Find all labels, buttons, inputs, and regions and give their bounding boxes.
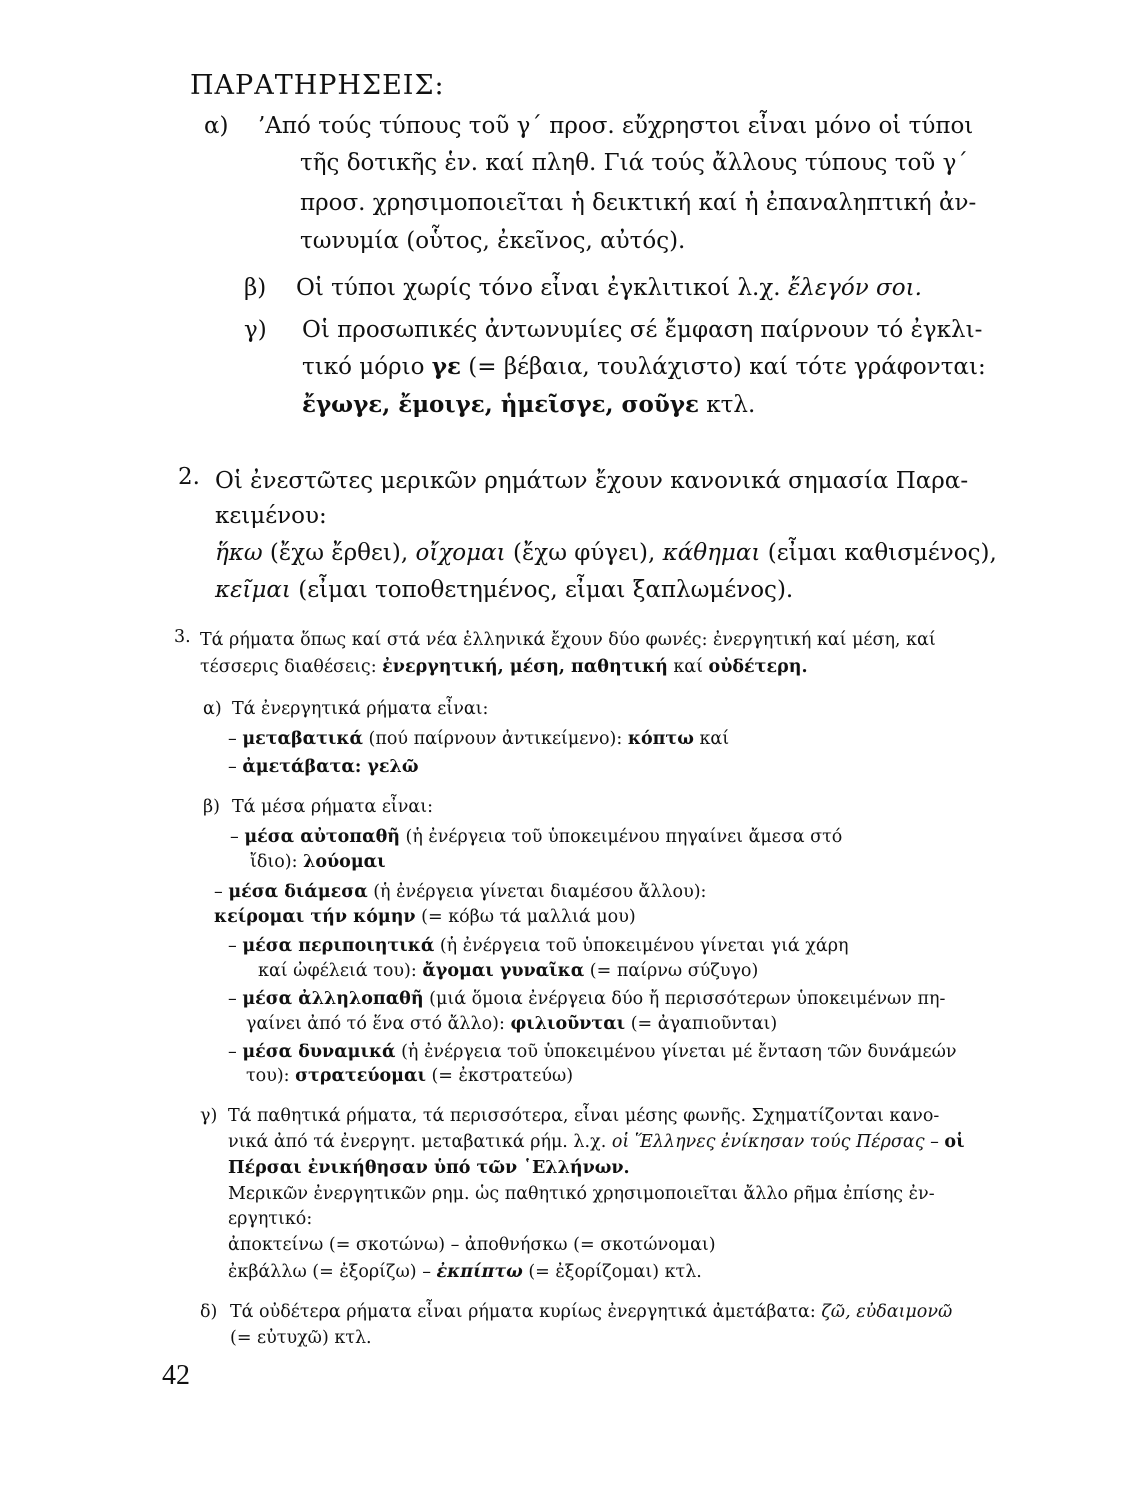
section-2-line xyxy=(215,575,793,605)
sub-a-marker: α) xyxy=(203,699,222,719)
term: μέσα αὐτοπαθῆ xyxy=(244,827,400,847)
note-a-line: τῆς δοτικῆς ἑν. καί πληθ. Γιά τούς ἄλλους τύπους τοῦ γ΄ xyxy=(300,150,968,176)
note-b-line xyxy=(296,273,922,303)
term: ἀμετάβατα: γελῶ xyxy=(242,757,419,777)
section-3-intro xyxy=(200,655,808,679)
list-item: – μέσα περιποιητικά (ἡ ἐνέργεια τοῦ ὑποκειμένου γίνεται γιά χάρη xyxy=(228,936,849,956)
term-gloss: καί xyxy=(693,729,730,749)
term: μέσα περιποιητικά xyxy=(242,936,435,956)
sub-c-example-bold: οἱ xyxy=(944,1132,965,1152)
sub-c-line xyxy=(228,1260,702,1284)
term-gloss: (ἡ ἐνέργεια γίνεται διαμέσου ἄλλου): xyxy=(367,882,707,902)
sub-c-text: ἐκβάλλω (= ἐξορίζω) – xyxy=(228,1262,437,1282)
term-gloss: του): xyxy=(246,1066,296,1086)
term-gloss: (μιά ὅμοια ἐνέργεια δύο ἤ περισσότερων ὑποκειμένων πη- xyxy=(423,989,946,1009)
sub-d-marker: δ) xyxy=(200,1302,218,1322)
sub-c-line: Μερικῶν ἐνεργητικῶν ρημ. ὡς παθητικό χρησιμοποιεῖται ἄλλο ρῆμα ἐπίσης ἐν- xyxy=(228,1184,935,1204)
sub-c-example: οἱ Ἕλληνες ἐνίκησαν τούς Πέρσας xyxy=(611,1132,925,1152)
list-item-cont xyxy=(246,1064,573,1088)
term-gloss: καί ὠφέλειά του): xyxy=(258,961,423,981)
list-item-cont xyxy=(214,905,636,929)
list-item-cont xyxy=(258,959,758,983)
list-item: – ἀμετάβατα: γελῶ xyxy=(228,757,419,777)
note-b-marker: β) xyxy=(244,275,267,301)
term: μέσα διάμεσα xyxy=(228,882,368,902)
sub-c-text: (= ἐξορίζομαι) κτλ. xyxy=(522,1262,702,1282)
note-c-forms: ἔγωγε, ἔμοιγε, ἡμεῖσγε, σοῦγε xyxy=(302,391,699,418)
list-item: – μέσα αὐτοπαθῆ (ἡ ἐνέργεια τοῦ ὑποκειμένου πηγαίνει ἄμεσα στό xyxy=(230,827,843,847)
section-2-number: 2. xyxy=(178,464,200,490)
sub-a-title: Τά ἐνεργητικά ρήματα εἶναι: xyxy=(232,699,489,719)
verb-gloss: (εἶμαι καθισμένος), xyxy=(760,540,997,566)
note-a-line: προσ. χρησιμοποιεῖται ἡ δεικτική καί ἡ ἐπαναληπτική ἀν- xyxy=(300,190,977,216)
note-c-line xyxy=(302,352,986,382)
sub-d-example: ζῶ, εὐδαιμονῶ xyxy=(821,1302,953,1322)
note-a-line: ’Από τούς τύπους τοῦ γ΄ προσ. εὔχρηστοι εἶναι μόνο οἱ τύποι xyxy=(258,113,974,139)
sub-b-marker: β) xyxy=(203,797,220,817)
term-gloss: (ἡ ἐνέργεια τοῦ ὑποκειμένου γίνεται μέ ἔνταση τῶν δυνάμεών xyxy=(395,1042,957,1062)
list-item: – μέσα διάμεσα (ἡ ἐνέργεια γίνεται διαμέσου ἄλλου): xyxy=(214,882,707,902)
sub-c-text: – xyxy=(924,1132,945,1152)
note-a-line: τωνυμία (οὗτος, ἐκεῖνος, αὐτός). xyxy=(300,228,686,254)
term-example: κείρομαι τήν κόμην xyxy=(214,907,416,927)
term: μέσα ἀλληλοπαθῆ xyxy=(242,989,424,1009)
note-c-text: κτλ. xyxy=(698,392,756,418)
term-example: φιλιοῦνται xyxy=(510,1014,626,1034)
verb-example: οἴχομαι xyxy=(415,540,506,566)
term-example: κόπτω xyxy=(627,729,694,749)
list-item-cont xyxy=(250,850,386,874)
verb-gloss: (ἔχω ἔρθει), xyxy=(262,540,416,566)
verb-gloss: (εἶμαι τοποθετημένος, εἶμαι ξαπλωμένος). xyxy=(290,577,794,603)
verb-example: κεῖμαι xyxy=(215,577,291,603)
term-gloss: (= κόβω τά μαλλιά μου) xyxy=(415,907,636,927)
section-2-line: κειμένου: xyxy=(215,503,327,529)
note-c-line xyxy=(302,390,755,420)
section-3-number: 3. xyxy=(174,627,191,647)
term-gloss: γαίνει ἀπό τό ἕνα στό ἄλλο): xyxy=(246,1014,511,1034)
verb-example: ἥκω xyxy=(215,540,263,566)
term: μέσα δυναμικά xyxy=(242,1042,396,1062)
list-item-cont xyxy=(246,1012,777,1036)
sub-c-example: ἐκπίπτω xyxy=(436,1262,523,1282)
list-item: – μεταβατικά (πού παίρνουν ἀντικείμενο): κόπτω καί xyxy=(228,729,730,749)
term-gloss: (= ἀγαπιοῦνται) xyxy=(625,1014,778,1034)
term-gloss: (ἡ ἐνέργεια τοῦ ὑποκειμένου πηγαίνει ἄμεσα στό xyxy=(399,827,843,847)
sub-c-line: Τά παθητικά ρήματα, τά περισσότερα, εἶναι μέσης φωνῆς. Σχηματίζονται κανο- xyxy=(228,1106,940,1126)
sub-b-title: Τά μέσα ρήματα εἶναι: xyxy=(232,797,433,817)
note-c-text: τικό μόριο xyxy=(302,354,432,380)
term-example: στρατεύομαι xyxy=(295,1066,426,1086)
voices-list: οὐδέτερη. xyxy=(708,657,808,677)
verb-gloss: (ἔχω φύγει), xyxy=(505,540,663,566)
note-c-particle: γε xyxy=(431,353,461,380)
list-item: – μέσα δυναμικά (ἡ ἐνέργεια τοῦ ὑποκειμένου γίνεται μέ ἔνταση τῶν δυνάμεών xyxy=(228,1042,957,1062)
term: μεταβατικά xyxy=(242,729,363,749)
note-c-line: Οἱ προσωπικές ἀντωνυμίες σέ ἔμφαση παίρνουν τό ἐγκλι- xyxy=(302,317,983,343)
note-a-marker: α) xyxy=(204,113,229,139)
term-gloss: (πού παίρνουν ἀντικείμενο): xyxy=(362,729,628,749)
sub-c-marker: γ) xyxy=(200,1106,218,1126)
sub-d-text: Τά οὐδέτερα ρήματα εἶναι ρήματα κυρίως ἐνεργητικά ἀμετάβατα: xyxy=(230,1302,822,1322)
page-heading: ΠΑΡΑΤΗΡΗΣΕΙΣ: xyxy=(190,70,445,101)
term-example: ἄγομαι γυναῖκα xyxy=(422,961,585,981)
sub-c-example-bold: Πέρσαι ἐνικήθησαν ὑπό τῶν ῾Ελλήνων. xyxy=(228,1158,630,1178)
term-gloss: (= ἐκστρατεύω) xyxy=(425,1066,574,1086)
sub-c-line: εργητικό: xyxy=(228,1209,313,1229)
section-3-text: τέσσερις διαθέσεις: xyxy=(200,657,383,677)
sub-d-line xyxy=(230,1300,952,1324)
voices-list: ἐνεργητική, μέση, παθητική xyxy=(382,657,668,677)
section-3-intro: Τά ρήματα ὅπως καί στά νέα ἑλληνικά ἔχουν δύο φωνές: ἐνεργητική καί μέση, καί xyxy=(200,630,936,650)
note-c-marker: γ) xyxy=(244,317,267,343)
sub-c-text: νικά ἀπό τά ἐνεργητ. μεταβατικά ρήμ. λ.χ. xyxy=(228,1132,612,1152)
term-example: λούομαι xyxy=(303,852,386,872)
note-b-example: ἔλεγόν σοι. xyxy=(787,275,922,301)
term-gloss: ἴδιο): xyxy=(250,852,304,872)
sub-d-line: (= εὐτυχῶ) κτλ. xyxy=(230,1328,372,1348)
sub-c-line xyxy=(228,1130,965,1154)
page-number: 42 xyxy=(162,1360,190,1391)
list-item: – μέσα ἀλληλοπαθῆ (μιά ὅμοια ἐνέργεια δύο ἤ περισσότερων ὑποκειμένων πη- xyxy=(228,989,946,1009)
sub-c-line xyxy=(228,1156,630,1180)
sub-c-line: ἀποκτείνω (= σκοτώνω) – ἀποθνήσκω (= σκοτώνομαι) xyxy=(228,1235,716,1255)
section-3-text: καί xyxy=(667,657,709,677)
note-c-text: (= βέβαια, τουλάχιστο) καί τότε γράφονται: xyxy=(460,354,986,380)
term-gloss: (= παίρνω σύζυγο) xyxy=(584,961,759,981)
verb-example: κάθημαι xyxy=(662,540,761,566)
term-gloss: (ἡ ἐνέργεια τοῦ ὑποκειμένου γίνεται γιά χάρη xyxy=(434,936,849,956)
note-b-text: Οἱ τύποι χωρίς τόνο εἶναι ἐγκλιτικοί λ.χ. xyxy=(296,275,788,301)
section-2-line xyxy=(215,538,997,568)
section-2-line: Οἱ ἐνεστῶτες μερικῶν ρημάτων ἔχουν κανονικά σημασία Παρα- xyxy=(215,468,969,494)
